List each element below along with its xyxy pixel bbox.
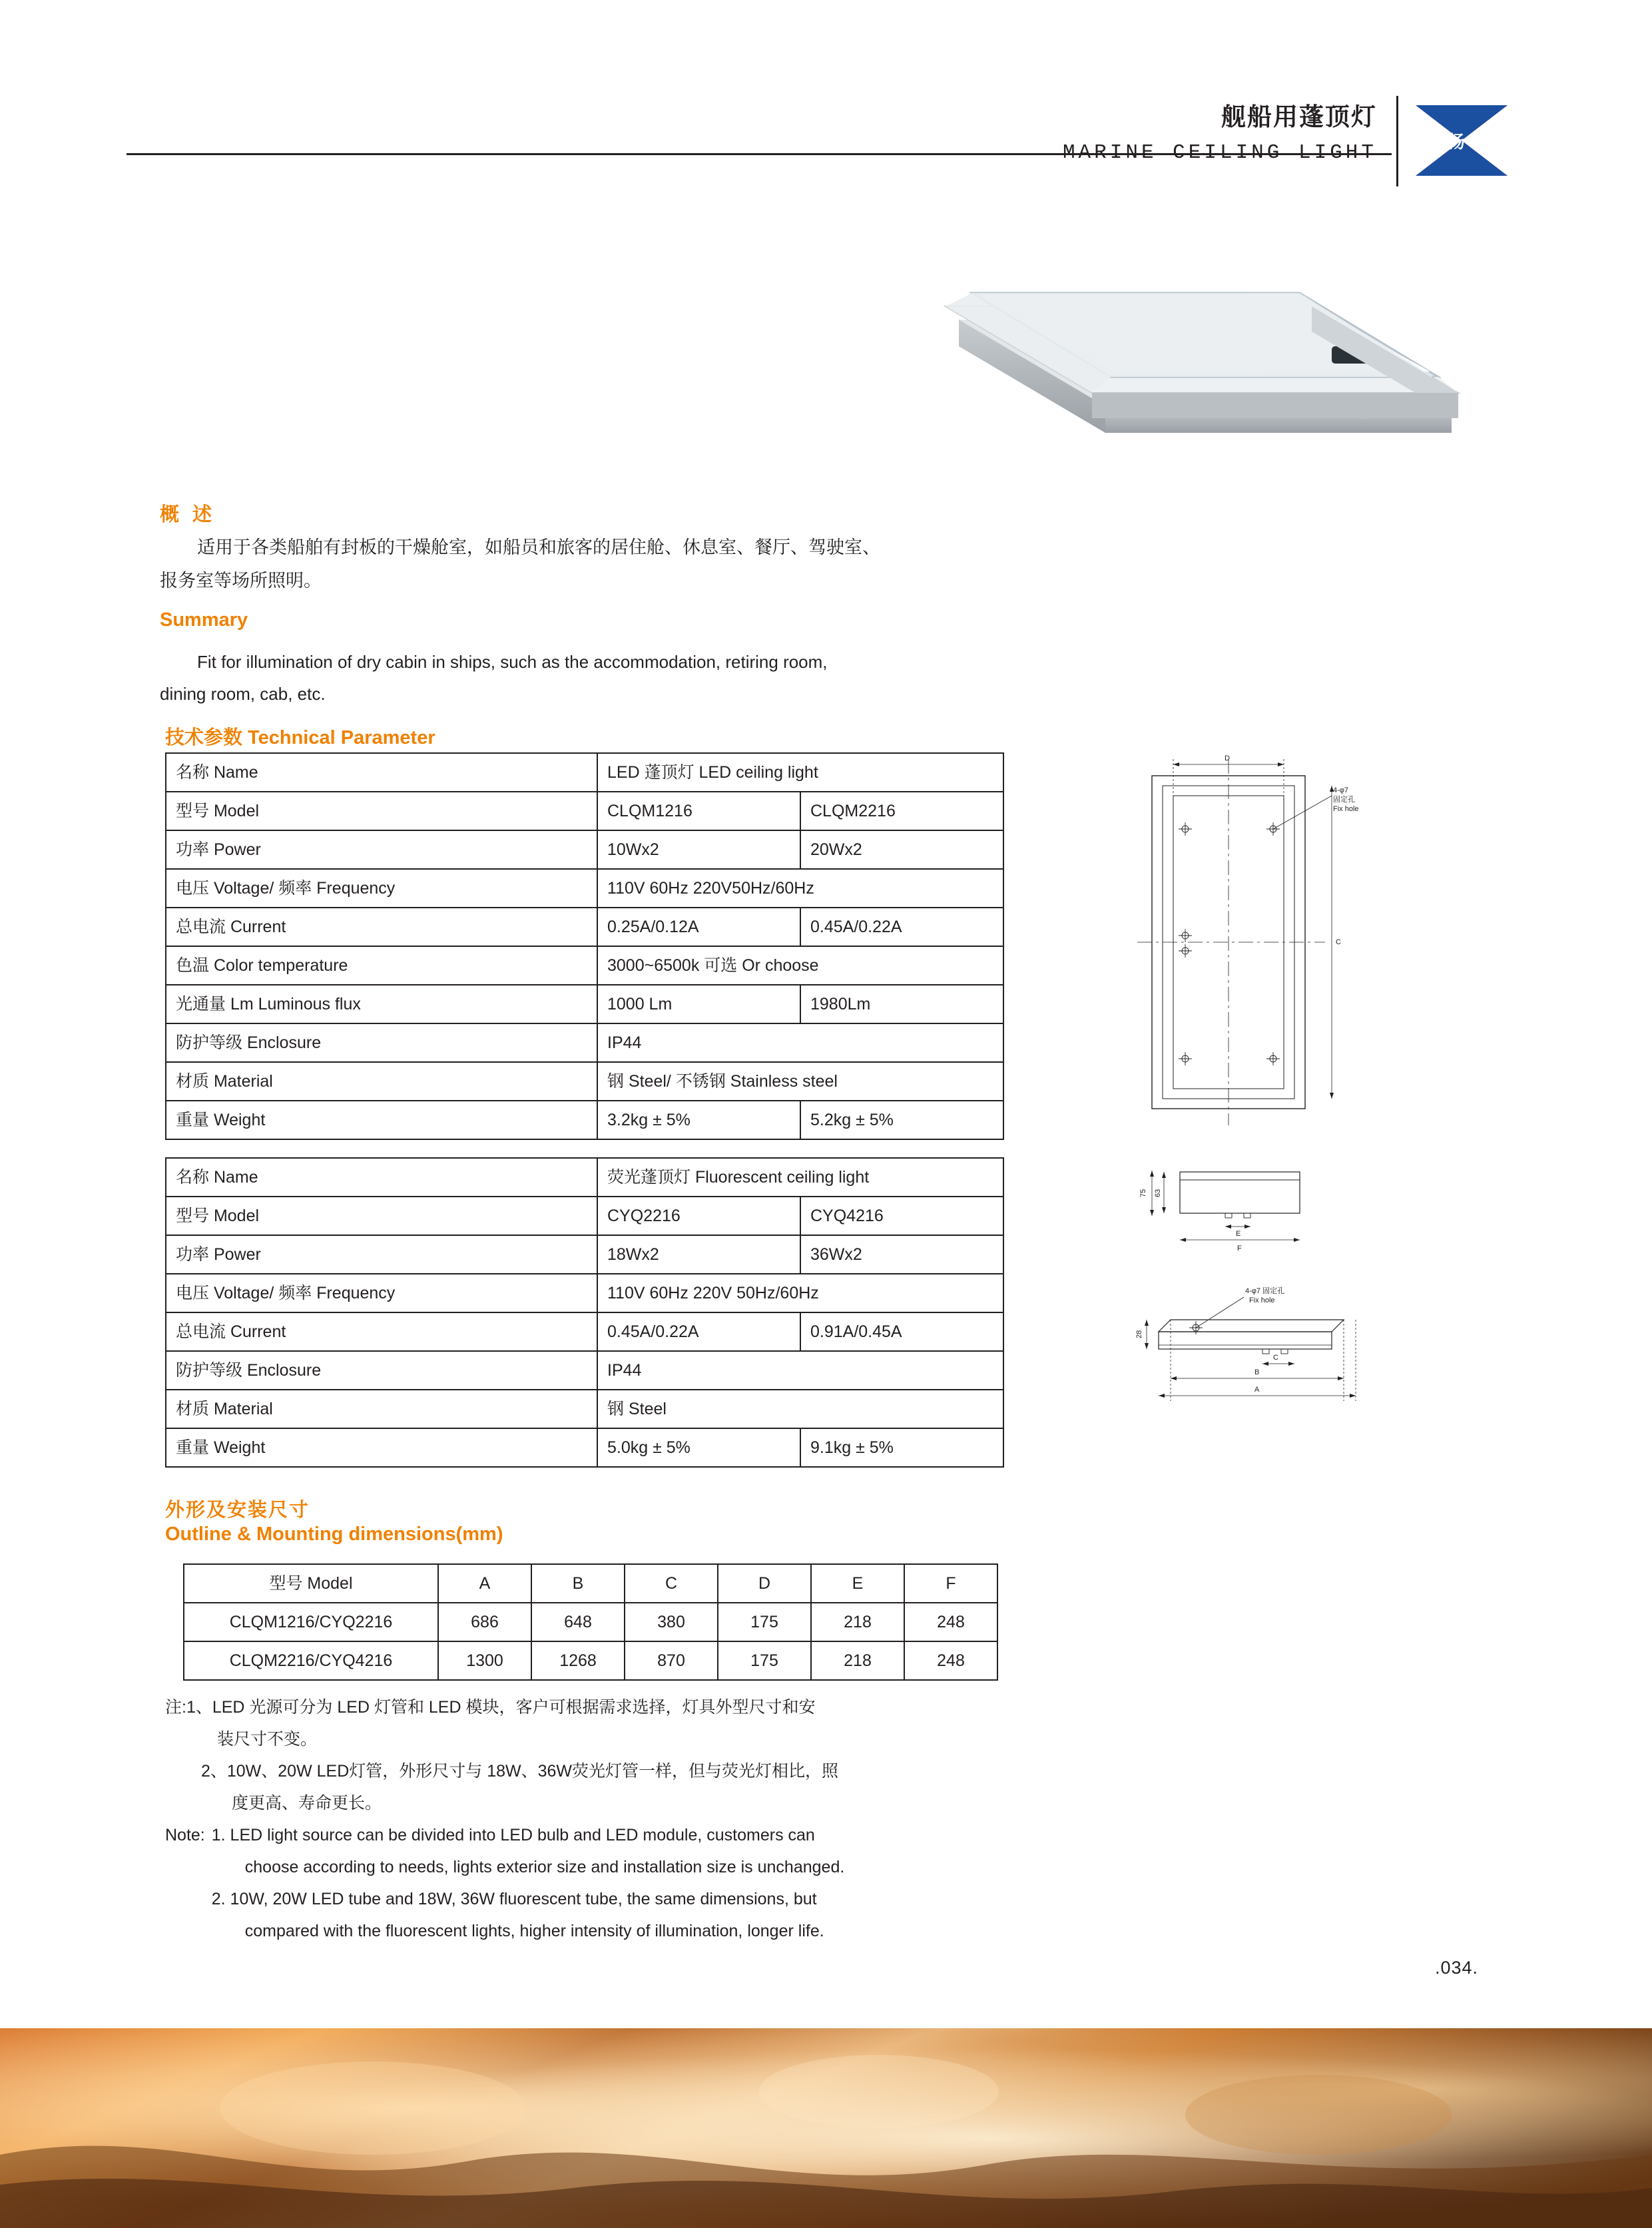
row-value-2: 0.91A/0.45A xyxy=(800,1312,1003,1351)
row-label: 重量 Weight xyxy=(166,1428,597,1467)
row-value-1: 10Wx2 xyxy=(597,830,800,869)
row-label: 型号 Model xyxy=(166,792,597,830)
row-value-2: CYQ4216 xyxy=(800,1197,1003,1235)
dimensions-table-wrap xyxy=(183,1563,998,1681)
cell-d: 175 xyxy=(718,1641,811,1680)
column-header: F xyxy=(904,1564,997,1603)
notes-section xyxy=(165,1691,1031,1947)
row-value-1: 3.2kg ± 5% xyxy=(597,1101,800,1139)
outline-heading-wrap xyxy=(165,1495,503,1548)
note-cn-1-text-cont: 装尺寸不变。 xyxy=(216,1730,317,1749)
drawing-label-fixhole-cn: 固定孔 xyxy=(1333,796,1355,804)
header-vertical-rule xyxy=(1396,96,1398,186)
fluorescent-spec-table-wrap xyxy=(165,1157,1004,1468)
svg-text:帆: 帆 xyxy=(1477,135,1489,148)
overview-body-en-line2: dining room, cab, etc. xyxy=(160,684,326,704)
row-value-1: 0.25A/0.12A xyxy=(597,908,800,946)
overview-body-cn xyxy=(160,531,1032,597)
technical-parameter-heading-wrap xyxy=(165,722,435,752)
row-label: 色温 Color temperature xyxy=(166,946,597,985)
row-value-span: 钢 Steel/ 不锈钢 Stainless steel xyxy=(597,1062,1003,1101)
row-value-1: 18Wx2 xyxy=(597,1235,800,1274)
row-label: 电压 Voltage/ 频率 Frequency xyxy=(166,869,597,908)
table-row xyxy=(166,1101,1003,1139)
row-value-2: CLQM2216 xyxy=(800,792,1003,830)
cell-model: CLQM1216/CYQ2216 xyxy=(184,1603,438,1641)
svg-text:扬: 扬 xyxy=(1448,132,1466,152)
overview-section xyxy=(160,499,1032,710)
drawing-label-fixhole-en-2: Fix hole xyxy=(1249,1296,1275,1304)
table-row xyxy=(184,1603,997,1641)
drawing-label-28: 28 xyxy=(1135,1330,1143,1338)
drawing-label-75: 75 xyxy=(1139,1189,1147,1197)
column-header: A xyxy=(438,1564,531,1603)
column-header: D xyxy=(718,1564,811,1603)
column-header: 型号 Model xyxy=(184,1564,438,1603)
row-value-span: 110V 60Hz 220V 50Hz/60Hz xyxy=(597,1274,1003,1312)
svg-text:扬: 扬 xyxy=(1429,135,1441,148)
note-label-en: Note: xyxy=(165,1826,205,1844)
table-row xyxy=(166,985,1003,1023)
note-en-1-text: 1. LED light source can be divided into LED bulb and LED module, customers can xyxy=(211,1826,815,1844)
note-en-2 xyxy=(165,1883,1031,1947)
row-label: 重量 Weight xyxy=(166,1101,597,1139)
header-title-group xyxy=(1063,100,1377,172)
cell-e: 218 xyxy=(811,1603,904,1641)
cell-c: 870 xyxy=(625,1641,718,1680)
outline-heading-cn: 外形及安装尺寸 xyxy=(165,1500,310,1521)
fluorescent-spec-table xyxy=(165,1157,1004,1468)
drawing-label-fixhole-code-2: 4-φ7 固定孔 xyxy=(1245,1287,1285,1295)
cell-b: 1268 xyxy=(531,1641,625,1680)
row-label: 功率 Power xyxy=(166,830,597,869)
page-number: .034. xyxy=(1435,1958,1479,1978)
row-label: 功率 Power xyxy=(166,1235,597,1274)
led-spec-table-wrap xyxy=(165,752,1004,1140)
row-label: 电压 Voltage/ 频率 Frequency xyxy=(166,1274,597,1312)
table-header-row xyxy=(184,1564,997,1603)
row-value-1: 1000 Lm xyxy=(597,985,800,1023)
row-value-span: LED 蓬顶灯 LED ceiling light xyxy=(597,753,1003,792)
cell-model: CLQM2216/CYQ4216 xyxy=(184,1641,438,1680)
note-cn-1-text: 1、LED 光源可分为 LED 灯管和 LED 模块，客户可根据需求选择，灯具外型尺寸和安 xyxy=(186,1698,816,1717)
row-value-2: 0.45A/0.22A xyxy=(800,908,1003,946)
note-en-1 xyxy=(165,1819,1031,1883)
cell-f: 248 xyxy=(904,1641,997,1680)
row-value-2: 5.2kg ± 5% xyxy=(800,1101,1003,1139)
drawing-label-fixhole-en: Fix hole xyxy=(1333,805,1359,813)
row-value-1: CYQ2216 xyxy=(597,1197,800,1235)
overview-body-cn-line2: 报务室等场所照明。 xyxy=(160,571,322,591)
row-label: 防护等级 Enclosure xyxy=(166,1351,597,1390)
table-row xyxy=(166,869,1003,908)
technical-parameter-heading: 技术参数 Technical Parameter xyxy=(165,727,435,748)
note-cn-1 xyxy=(165,1691,1031,1755)
row-label: 材质 Material xyxy=(166,1390,597,1428)
row-value-span: 3000~6500k 可选 Or choose xyxy=(597,946,1003,985)
row-value-span: IP44 xyxy=(597,1351,1003,1390)
row-label: 型号 Model xyxy=(166,1197,597,1235)
row-label: 名称 Name xyxy=(166,753,597,792)
table-row xyxy=(166,908,1003,946)
table-row xyxy=(166,1158,1003,1197)
row-value-1: 0.45A/0.22A xyxy=(597,1312,800,1351)
overview-heading-en: Summary xyxy=(160,609,248,631)
row-label: 材质 Material xyxy=(166,1062,597,1101)
note-en-2-text: 2. 10W, 20W LED tube and 18W, 36W fluorescent tube, the same dimensions, but xyxy=(211,1890,817,1908)
row-label: 总电流 Current xyxy=(166,908,597,946)
table-row xyxy=(166,1428,1003,1467)
cell-a: 1300 xyxy=(438,1641,531,1680)
row-value-2: 20Wx2 xyxy=(800,830,1003,869)
row-value-span: 钢 Steel xyxy=(597,1390,1003,1428)
cell-b: 648 xyxy=(531,1603,625,1641)
outline-heading-en: Outline & Mounting dimensions(mm) xyxy=(165,1524,503,1545)
cell-d: 175 xyxy=(718,1603,811,1641)
cell-c: 380 xyxy=(625,1603,718,1641)
drawing-label-a: A xyxy=(1254,1386,1260,1394)
row-value-span: IP44 xyxy=(597,1023,1003,1062)
page-header xyxy=(127,100,1525,186)
cell-e: 218 xyxy=(811,1641,904,1680)
row-value-1: CLQM1216 xyxy=(597,792,800,830)
table-row xyxy=(166,1235,1003,1274)
row-value-span: 110V 60Hz 220V50Hz/60Hz xyxy=(597,869,1003,908)
row-label: 名称 Name xyxy=(166,1158,597,1197)
table-row xyxy=(166,753,1003,792)
note-label-cn: 注: xyxy=(165,1698,186,1717)
note-cn-2 xyxy=(165,1755,1031,1819)
note-en-1-text-cont: choose according to needs, lights exterior size and installation size is unchanged. xyxy=(244,1858,845,1876)
row-label: 总电流 Current xyxy=(166,1312,597,1351)
table-row xyxy=(166,1274,1003,1312)
cell-f: 248 xyxy=(904,1603,997,1641)
row-label: 防护等级 Enclosure xyxy=(166,1023,597,1062)
note-cn-2-text: 2、10W、20W LED灯管，外形尺寸与 18W、36W荧光灯管一样，但与荧光灯相比，照 xyxy=(200,1762,838,1781)
cell-a: 686 xyxy=(438,1603,531,1641)
drawing-label-fixhole-code: 4-φ7 xyxy=(1333,786,1349,794)
note-cn-2-text-cont: 度更高、寿命更长。 xyxy=(231,1794,382,1812)
table-row xyxy=(166,946,1003,985)
table-row xyxy=(184,1641,997,1680)
table-row xyxy=(166,792,1003,830)
overview-body-cn-line1: 适用于各类船舶有封板的干燥舱室，如船员和旅客的居住舱、休息室、餐厅、驾驶室、 xyxy=(197,537,880,557)
product-photo xyxy=(932,246,1531,513)
table-row xyxy=(166,1351,1003,1390)
note-en-2-text-cont: compared with the fluorescent lights, higher intensity of illumination, longer life. xyxy=(244,1922,824,1940)
row-label: 光通量 Lm Luminous flux xyxy=(166,985,597,1023)
overview-heading-cn: 概 述 xyxy=(160,504,216,525)
footer-decorative-image xyxy=(0,2028,1652,2228)
row-value-2: 36Wx2 xyxy=(800,1235,1003,1274)
row-value-span: 荧光蓬顶灯 Fluorescent ceiling light xyxy=(597,1158,1003,1197)
table-row xyxy=(166,1390,1003,1428)
table-row xyxy=(166,830,1003,869)
led-spec-table xyxy=(165,752,1004,1140)
table-row xyxy=(166,1312,1003,1351)
drawing-label-d: D xyxy=(1225,754,1230,762)
overview-body-en-line1: Fit for illumination of dry cabin in ships, such as the accommodation, retiring room, xyxy=(197,652,828,672)
row-value-2: 1980Lm xyxy=(800,985,1003,1023)
dimensions-table xyxy=(183,1563,998,1681)
column-header: E xyxy=(811,1564,904,1603)
column-header: C xyxy=(625,1564,718,1603)
row-value-1: 5.0kg ± 5% xyxy=(597,1428,800,1467)
technical-drawings xyxy=(1132,746,1505,1532)
company-logo-icon xyxy=(1412,91,1512,190)
drawing-label-f: F xyxy=(1237,1245,1242,1253)
drawing-label-e: E xyxy=(1236,1230,1241,1238)
table-row xyxy=(166,1023,1003,1062)
column-header: B xyxy=(531,1564,625,1603)
drawing-label-c2: C xyxy=(1273,1354,1278,1362)
page-title-cn: 舰船用蓬顶灯 xyxy=(1221,103,1377,131)
page-title-en: MARINE CEILING LIGHT xyxy=(1062,141,1377,164)
overview-body-en xyxy=(160,646,1032,710)
row-value-2: 9.1kg ± 5% xyxy=(800,1428,1003,1467)
drawing-label-63: 63 xyxy=(1154,1189,1162,1197)
table-row xyxy=(166,1062,1003,1101)
table-row xyxy=(166,1197,1003,1235)
drawing-label-b: B xyxy=(1254,1368,1260,1376)
drawing-label-c: C xyxy=(1336,938,1341,946)
